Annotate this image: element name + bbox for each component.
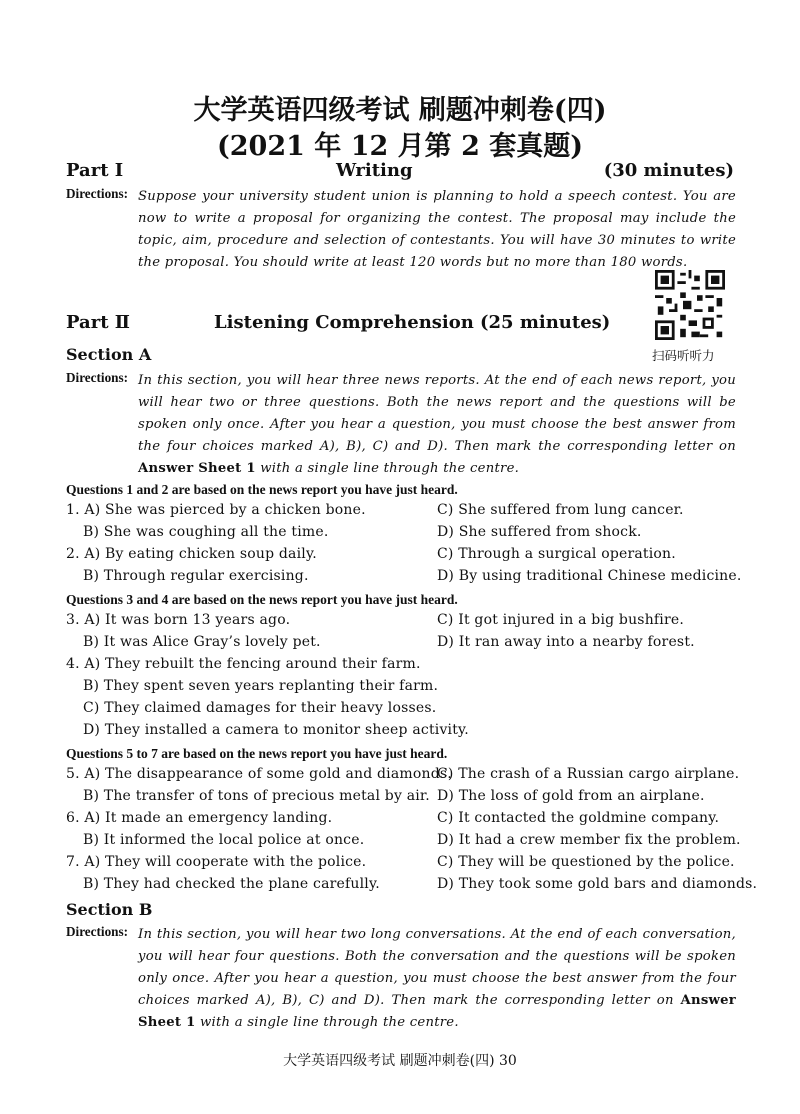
- part2-name: Listening Comprehension: [214, 312, 474, 333]
- part2-time: (25 minutes): [480, 312, 611, 333]
- part2-label: Part Ⅱ: [66, 312, 130, 333]
- option-4a: 4. A) They rebuilt the fencing around their farm.: [66, 656, 421, 672]
- option-1a: 1. A) She was pierced by a chicken bone.: [66, 502, 366, 518]
- directions-text: Suppose your university student union is planning to hold a speech contest. You are now to write a proposal for organizing the contest. The proposal may include the topic, aim, procedure and selection of contestants. You will have 30 minutes to write the proposal. You should write at least 120 words but no more than 180 words.: [138, 189, 736, 270]
- option-5c: C) The crash of a Russian cargo airplane.: [437, 766, 740, 782]
- option-2a: 2. A) By eating chicken soup daily.: [66, 546, 317, 562]
- option-5b: B) The transfer of tons of precious metal by air.: [83, 788, 430, 804]
- section-a-title: Section A: [66, 345, 152, 364]
- option-7b: B) They had checked the plane carefully.: [83, 876, 380, 892]
- directions-label: Directions:: [66, 924, 129, 939]
- option-4c: C) They claimed damages for their heavy losses.: [83, 700, 437, 716]
- option-6c: C) It contacted the goldmine company.: [437, 810, 720, 826]
- qr-code-icon[interactable]: [655, 270, 725, 340]
- part1-name: Writing: [336, 160, 413, 181]
- question-group-heading: Questions 1 and 2 are based on the news report you have just heard.: [66, 482, 458, 497]
- option-1d: D) She suffered from shock.: [437, 524, 642, 540]
- question-group-heading: Questions 5 to 7 are based on the news report you have just heard.: [66, 746, 448, 761]
- exam-title: 大学英语四级考试 刷题冲刺卷(四): [193, 95, 607, 126]
- option-2c: C) Through a surgical operation.: [437, 546, 676, 562]
- option-3b: B) It was Alice Gray’s lovely pet.: [83, 634, 321, 650]
- option-5d: D) The loss of gold from an airplane.: [437, 788, 705, 804]
- part1-label: Part Ⅰ: [66, 160, 124, 181]
- exam-subtitle: (2021 年 12 月第 2 套真题): [216, 131, 584, 162]
- option-3d: D) It ran away into a nearby forest.: [437, 634, 695, 650]
- option-4b: B) They spent seven years replanting their farm.: [83, 678, 439, 694]
- directions-label: Directions:: [66, 186, 129, 201]
- page-footer: 大学英语四级考试 刷题冲刺卷(四) 30: [283, 1053, 517, 1069]
- option-7a: 7. A) They will cooperate with the police.: [66, 854, 367, 870]
- option-3a: 3. A) It was born 13 years ago.: [66, 612, 291, 628]
- section-b-title: Section B: [66, 900, 153, 919]
- option-5a: 5. A) The disappearance of some gold and diamonds.: [66, 766, 452, 782]
- option-6a: 6. A) It made an emergency landing.: [66, 810, 333, 826]
- option-3c: C) It got injured in a big bushfire.: [437, 612, 684, 628]
- option-7c: C) They will be questioned by the police.: [437, 854, 735, 870]
- qr-label: 扫码听听力: [652, 348, 715, 363]
- directions-text: In this section, you will hear two long conversations. At the end of each conversation, you will hear four questions. Both the conversation and the questions will be spoken only once. After you hear a question, you must choose the best answer from the four choices marked A), B), C) and D). Then mark the corresponding letter on Answer Sheet 1 with a single line through the centre.: [138, 927, 736, 1030]
- option-2b: B) Through regular exercising.: [83, 568, 309, 584]
- option-1c: C) She suffered from lung cancer.: [437, 502, 684, 518]
- option-4d: D) They installed a camera to monitor sheep activity.: [83, 722, 469, 738]
- option-6b: B) It informed the local police at once.: [83, 832, 365, 848]
- option-2d: D) By using traditional Chinese medicine.: [437, 568, 742, 584]
- option-6d: D) It had a crew member fix the problem.: [437, 832, 741, 848]
- directions-text: In this section, you will hear three news reports. At the end of each news report, you will hear two or three questions. Both the news report and the questions will be spoken only once. After you hear a question, you must choose the best answer from the four choices marked A), B), C) and D). Then mark the corresponding letter on Answer Sheet 1 with a single line through the centre.: [138, 373, 736, 476]
- directions-label: Directions:: [66, 370, 129, 385]
- option-1b: B) She was coughing all the time.: [83, 524, 329, 540]
- part1-time: (30 minutes): [603, 160, 734, 181]
- option-7d: D) They took some gold bars and diamonds.: [437, 876, 758, 892]
- question-group-heading: Questions 3 and 4 are based on the news report you have just heard.: [66, 592, 458, 607]
